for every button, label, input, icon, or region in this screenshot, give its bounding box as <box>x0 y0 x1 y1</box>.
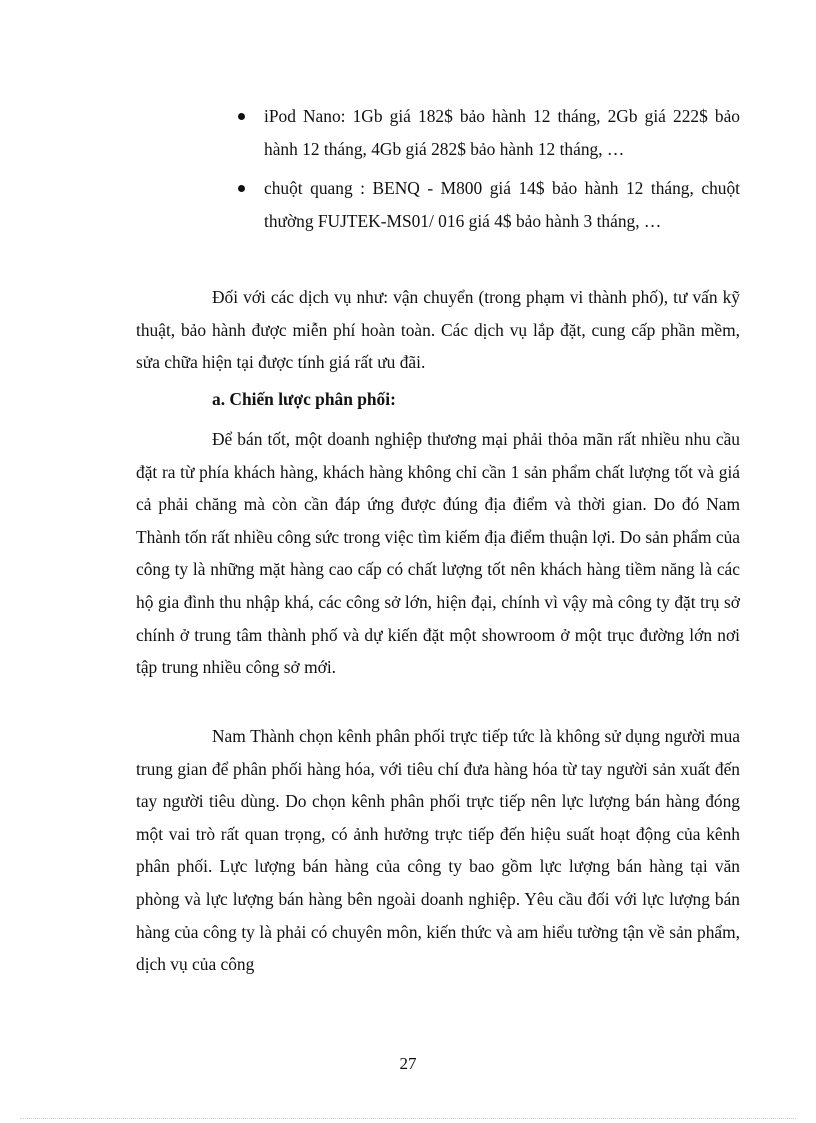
distribution-paragraph: Để bán tốt, một doanh nghiệp thương mại phải thỏa mãn rất nhiều nhu cầu đặt ra từ phía khách hàng, khách hàng không chỉ cần 1 sản phẩm chất lượng tốt và giá cả phải chăng mà còn cần đáp ứng được đúng địa điểm và thời gian. Do đó Nam Thành tốn rất nhiều công sức trong việc tìm kiếm địa điểm thuận lợi. Do sản phẩm của công ty là những mặt hàng cao cấp có chất lượng tốt nên khách hàng tiềm năng là các hộ gia đình thu nhập khá, các công sở lớn, hiện đại, chính vì vậy mà công ty đặt trụ sở chính ở trung tâm thành phố và dự kiến đặt một showroom ở một trục đường lớn nơi tập trung nhiều công sở mới. <box>136 429 740 678</box>
list-item <box>234 172 740 238</box>
product-price-list <box>234 100 740 244</box>
bullet-icon <box>238 185 245 192</box>
footer-divider <box>20 1118 796 1119</box>
channel-paragraph: Nam Thành chọn kênh phân phối trực tiếp tức là không sử dụng người mua trung gian để phân phối hàng hóa, với tiêu chí đưa hàng hóa từ tay người sản xuất đến tay người tiêu dùng. Do chọn kênh phân phối trực tiếp nên lực lượng bán hàng đóng một vai trò rất quan trọng, có ảnh hưởng trực tiếp đến hiệu suất hoạt động của kênh phân phối. Lực lượng bán hàng của công ty bao gồm lực lượng bán hàng tại văn phòng và lực lượng bán hàng bên ngoài doanh nghiệp. Yêu cầu đối với lực lượng bán hàng của công ty là phải có chuyên môn, kiến thức và am hiểu tường tận về sản phẩm, dịch vụ của công <box>136 726 740 975</box>
list-item <box>234 100 740 166</box>
list-item-text: chuột quang : BENQ - M800 giá 14$ bảo hành 12 tháng, chuột thường FUJTEK-MS01/ 016 giá 4$ bảo hành 3 tháng, … <box>264 178 740 231</box>
page-number: 27 <box>399 1054 417 1073</box>
bullet-icon <box>238 113 245 120</box>
services-paragraph: Đối với các dịch vụ như: vận chuyển (trong phạm vi thành phố), tư vấn kỹ thuật, bảo hành được miễn phí hoàn toàn. Các dịch vụ lắp đặt, cung cấp phần mềm, sửa chữa hiện tại được tính giá rất ưu đãi. <box>136 287 740 373</box>
section-heading: a. Chiến lược phân phối: <box>212 389 396 409</box>
list-item-text: iPod Nano: 1Gb giá 182$ bảo hành 12 tháng, 2Gb giá 222$ bảo hành 12 tháng, 4Gb giá 282$ bảo hành 12 tháng, … <box>264 106 740 159</box>
